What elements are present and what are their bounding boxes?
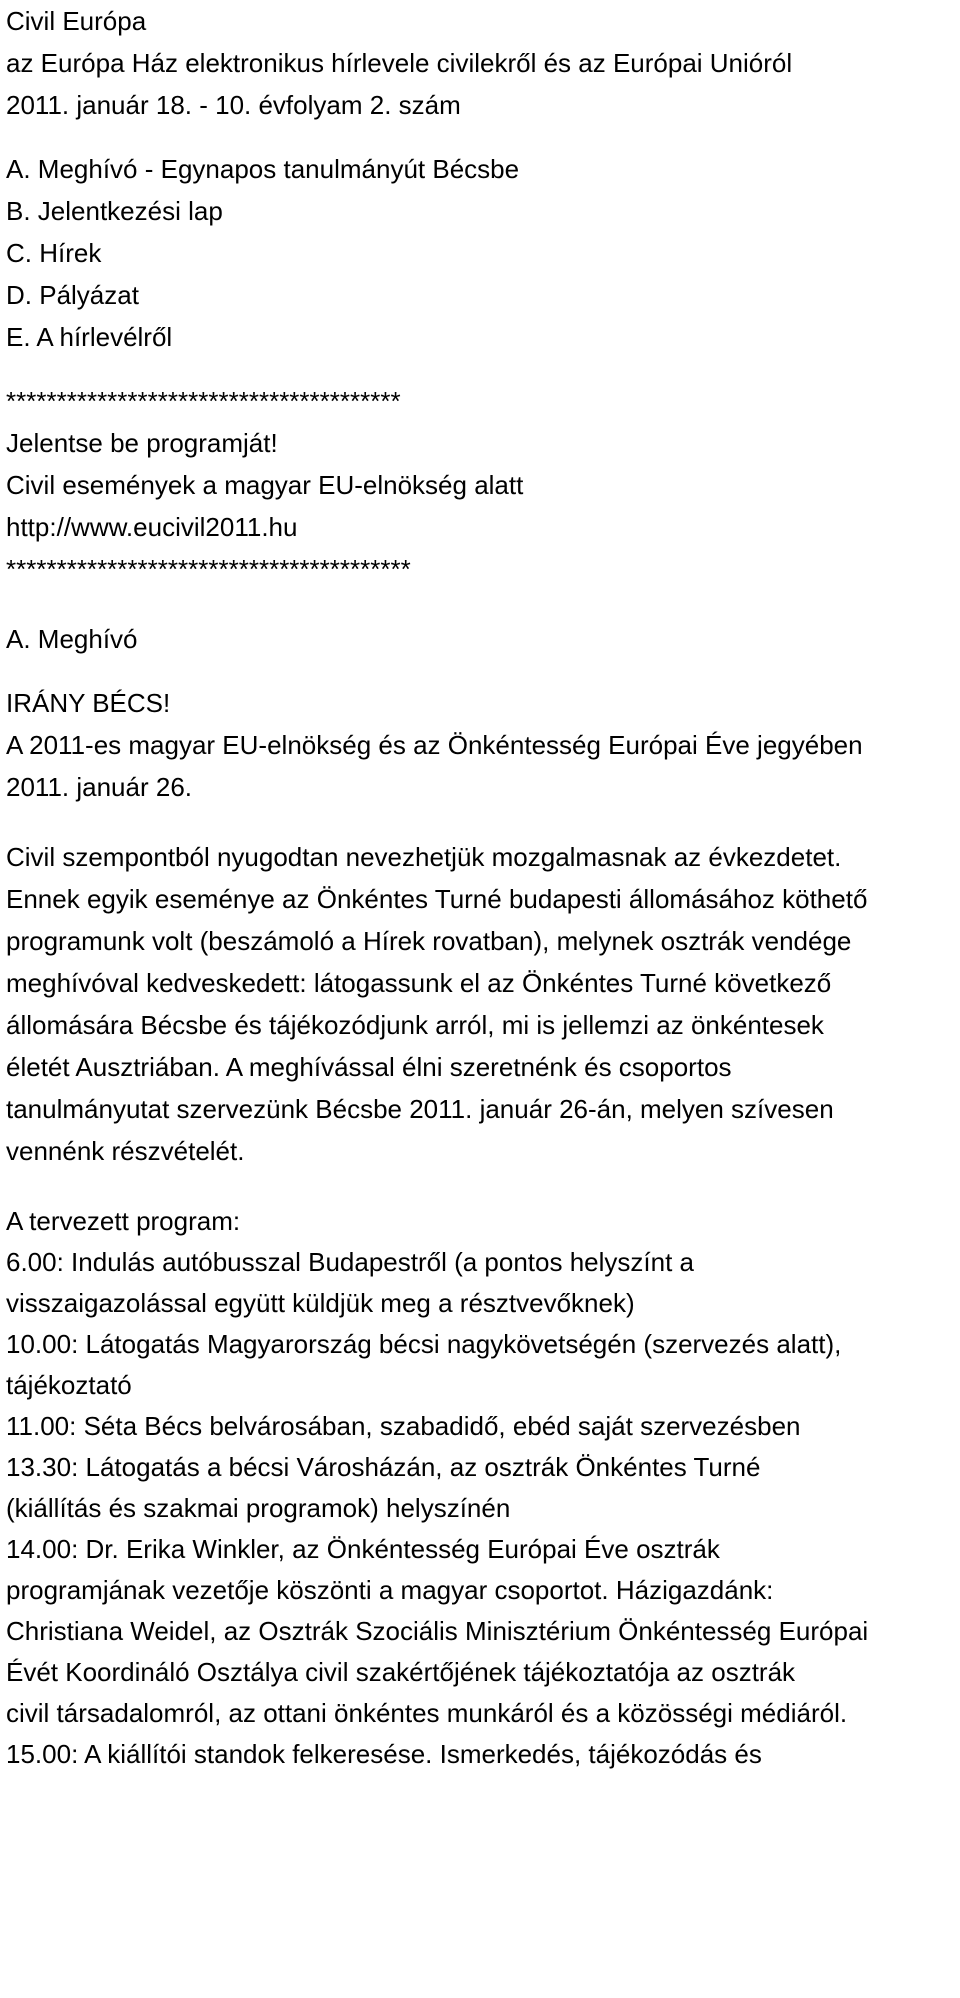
program-line: 14.00: Dr. Erika Winkler, az Önkéntesség Európai Éve osztrák (6, 1534, 720, 1564)
spacer (6, 660, 956, 682)
spacer (6, 1172, 956, 1200)
program-line: 11.00: Séta Bécs belvárosában, szabadidő, ebéd saját szervezésben (6, 1411, 801, 1441)
body-line: életét Ausztriában. A meghívással élni szeretnénk és csoportos (6, 1052, 732, 1082)
spacer (6, 358, 956, 380)
banner-url-link[interactable]: http://www.eucivil2011.hu (6, 512, 298, 542)
section-a (6, 618, 956, 1775)
section-heading: A. Meghívó (6, 624, 138, 654)
program-line: (kiállítás és szakmai programok) helyszínén (6, 1493, 511, 1523)
banner-line-1: Jelentse be programját! (6, 428, 278, 458)
body-line: programunk volt (beszámoló a Hírek rovatban), melynek osztrák vendége (6, 926, 852, 956)
toc-item-e[interactable]: E. A hírlevélről (6, 322, 173, 352)
issue-info: 2011. január 18. - 10. évfolyam 2. szám (6, 90, 461, 120)
article-title: IRÁNY BÉCS! (6, 688, 171, 718)
program-heading: A tervezett program: (6, 1206, 241, 1236)
program-list (6, 1242, 956, 1775)
program-line: programjának vezetője köszönti a magyar csoportot. Házigazdánk: (6, 1575, 774, 1605)
spacer (6, 808, 956, 836)
body-line: Ennek egyik eseménye az Önkéntes Turné budapesti állomásához köthető (6, 884, 868, 914)
newsletter-title: Civil Európa (6, 6, 147, 36)
body-line: meghívóval kedveskedett: látogassunk el az Önkéntes Turné következő (6, 968, 832, 998)
program-line: tájékoztató (6, 1370, 132, 1400)
program-line: visszaigazolással együtt küldjük meg a résztvevőknek) (6, 1288, 635, 1318)
star-divider-bottom: **************************************** (6, 554, 411, 584)
toc-item-c[interactable]: C. Hírek (6, 238, 102, 268)
body-line: tanulmányutat szervezünk Bécsbe 2011. január 26-án, melyen szívesen (6, 1094, 834, 1124)
article-subtitle-line-1: A 2011-es magyar EU-elnökség és az Önkéntesség Európai Éve jegyében (6, 730, 863, 760)
banner-line-2: Civil események a magyar EU-elnökség alatt (6, 470, 524, 500)
program-line: 10.00: Látogatás Magyarország bécsi nagykövetségén (szervezés alatt), (6, 1329, 842, 1359)
newsletter-header (6, 0, 956, 126)
program-line: 6.00: Indulás autóbusszal Budapestről (a pontos helyszínt a (6, 1247, 694, 1277)
toc-item-b[interactable]: B. Jelentkezési lap (6, 196, 223, 226)
newsletter-page (6, 0, 956, 1775)
body-line: állomására Bécsbe és tájékozódjunk arról, mi is jellemzi az önkéntesek (6, 1010, 824, 1040)
body-line: vennénk részvételét. (6, 1136, 245, 1166)
table-of-contents (6, 148, 956, 358)
program-line: Évét Koordináló Osztálya civil szakértőjének tájékoztatója az osztrák (6, 1657, 796, 1687)
program-line: 13.30: Látogatás a bécsi Városházán, az osztrák Önkéntes Turné (6, 1452, 761, 1482)
announcement-banner (6, 380, 956, 590)
newsletter-subtitle: az Európa Ház elektronikus hírlevele civilekről és az Európai Unióról (6, 48, 793, 78)
program-line: civil társadalomról, az ottani önkéntes munkáról és a közösségi médiáról. (6, 1698, 848, 1728)
body-line: Civil szempontból nyugodtan nevezhetjük mozgalmasnak az évkezdetet. (6, 842, 842, 872)
toc-item-a[interactable]: A. Meghívó - Egynapos tanulmányút Bécsbe (6, 154, 520, 184)
article-subtitle-line-2: 2011. január 26. (6, 772, 192, 802)
article-body (6, 836, 956, 1172)
toc-item-d[interactable]: D. Pályázat (6, 280, 139, 310)
spacer (6, 126, 956, 148)
spacer (6, 590, 956, 618)
program-line: Christiana Weidel, az Osztrák Szociális Minisztérium Önkéntesség Európai (6, 1616, 869, 1646)
star-divider-top: *************************************** (6, 386, 401, 416)
program-line: 15.00: A kiállítói standok felkeresése. Ismerkedés, tájékozódás és (6, 1739, 762, 1769)
